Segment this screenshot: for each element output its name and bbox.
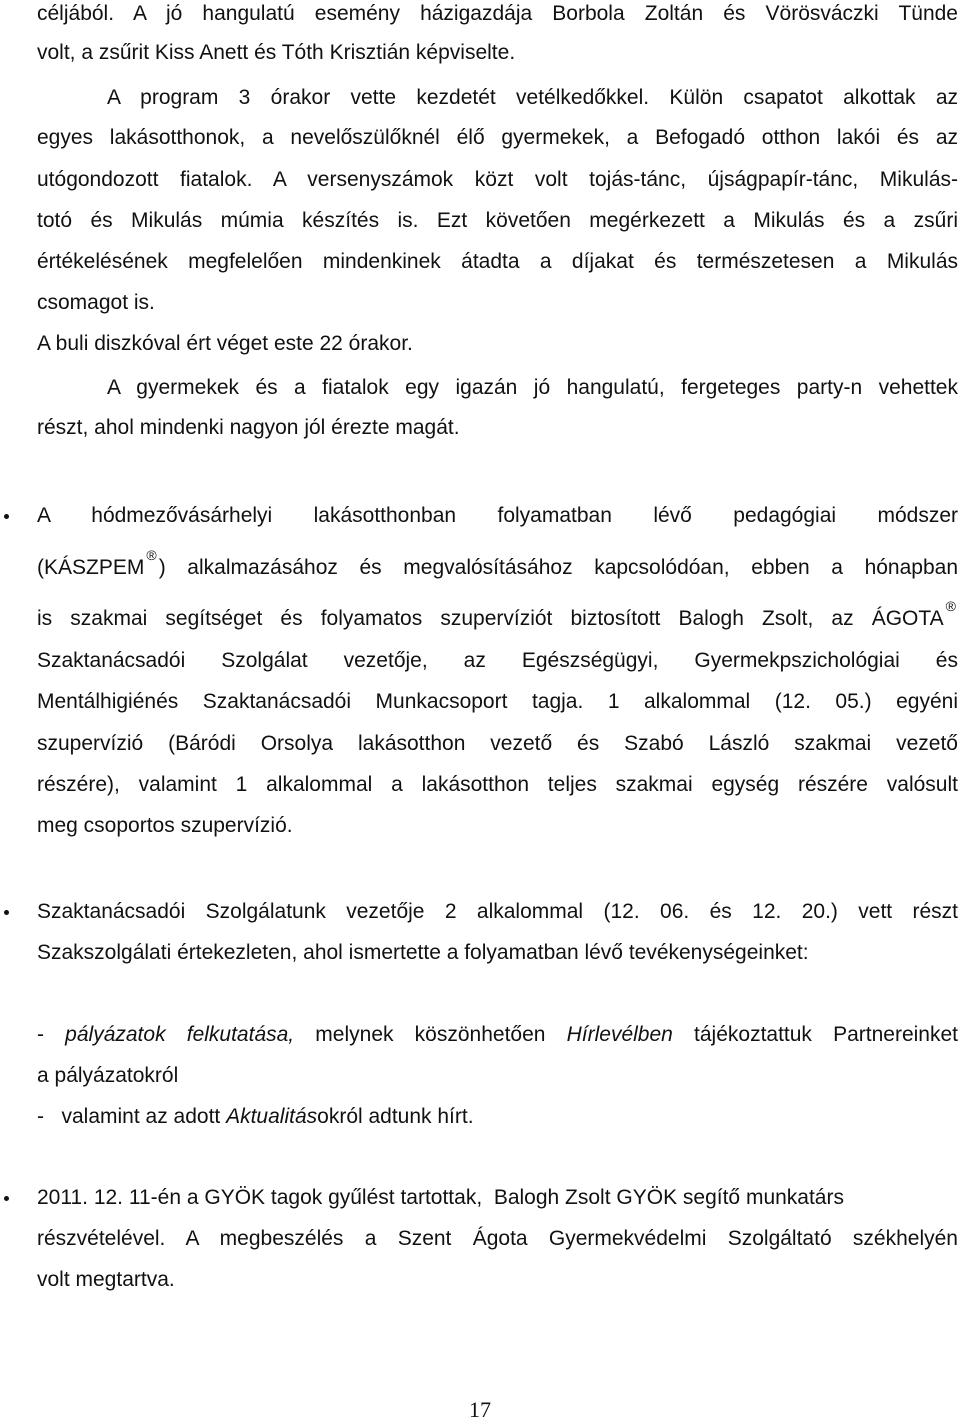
kaszpem-text: (KÁSZPEM — [37, 556, 145, 579]
emphasis-text: Aktualitás — [226, 1105, 318, 1128]
bullet-text: ) alkalmazásához és megvalósításához kapcsolódóan, ebben a hónapban — [158, 556, 958, 579]
registered-mark: ® — [146, 547, 157, 563]
bullet-line: Szaktanácsadói Szolgálatunk vezetője 2 alkalommal (12. 06. és 12. 20.) vett részt — [37, 900, 958, 923]
bullet-line: volt megtartva. — [37, 1268, 175, 1291]
list-text: - valamint az adott — [37, 1105, 227, 1128]
bullet-line: A hódmezővásárhelyi lakásotthonban folyamatban lévő pedagógiai módszer — [37, 504, 958, 527]
bullet-line: szupervízió (Báródi Orsolya lakásotthon vezető és Szabó László szakmai vezető — [37, 732, 958, 755]
bullet-line: részvételével. A megbeszélés a Szent Ágota Gyermekvédelmi Szolgáltató székhelyén — [37, 1227, 958, 1250]
emphasis-text: pályázatok felkutatása, — [65, 1023, 295, 1046]
list-item-line: a pályázatokról — [37, 1064, 179, 1087]
bullet-line — [37, 547, 958, 582]
bullet-point — [4, 514, 9, 519]
paragraph-line: értékelésének megfelelően mindenkinek átadta a díjakat és természetesen a Mikulás — [37, 250, 958, 273]
page-number: 17 — [469, 1397, 491, 1422]
paragraph-line: utógondozott fiatalok. A versenyszámok közt volt tojás-tánc, újságpapír-tánc, Mikulás- — [37, 168, 958, 191]
paragraph-line: A program 3 órakor vette kezdetét vetélkedőkkel. Külön csapatot alkottak az — [107, 86, 958, 109]
paragraph-line: csomagot is. — [37, 291, 155, 314]
bullet-line: Mentálhigiénés Szaktanácsadói Munkacsoport tagja. 1 alkalommal (12. 05.) egyéni — [37, 690, 958, 713]
bullet-line: Szakszolgálati értekezleten, ahol ismertette a folyamatban lévő tevékenységeinket: — [37, 941, 809, 964]
bullet-point — [4, 910, 9, 915]
paragraph-line: egyes lakásotthonok, a nevelőszülőknél élő gyermekek, a Befogadó otthon lakói és az — [37, 126, 958, 149]
bullet-line: 2011. 12. 11-én a GYÖK tagok gyűlést tartottak, Balogh Zsolt GYÖK segítő munkatárs — [37, 1186, 844, 1209]
bullet-line: Szaktanácsadói Szolgálat vezetője, az Egészségügyi, Gyermekpszichológiai és — [37, 649, 958, 672]
list-text: okról adtunk hírt. — [317, 1105, 474, 1128]
dash: - — [37, 1023, 66, 1046]
bullet-point — [4, 1196, 9, 1201]
paragraph-line: volt, a zsűrit Kiss Anett és Tóth Krisztián képviselte. — [37, 41, 516, 64]
list-text: melynek köszönhetően — [294, 1023, 567, 1046]
list-text: tájékoztattuk Partnereinket — [672, 1023, 959, 1046]
bullet-line: részére), valamint 1 alkalommal a lakásotthon teljes szakmai egység részére valósult — [37, 773, 958, 796]
paragraph-line: céljából. A jó hangulatú esemény házigazdája Borbola Zoltán és Vörösváczki Tünde — [37, 2, 958, 25]
bullet-text: is szakmai segítséget és folyamatos szupervíziót biztosított Balogh Zsolt, az ÁGOTA — [37, 607, 944, 630]
paragraph-line: A gyermekek és a fiatalok egy igazán jó hangulatú, fergeteges party-n vehettek — [107, 376, 958, 399]
paragraph-line: részt, ahol mindenki nagyon jól érezte magát. — [37, 416, 460, 439]
registered-mark: ® — [945, 598, 956, 614]
emphasis-text: Hírlevélben — [566, 1023, 673, 1046]
list-item — [37, 1104, 958, 1130]
bullet-line — [37, 598, 958, 633]
list-item — [37, 1022, 958, 1048]
paragraph-line: totó és Mikulás múmia készítés is. Ezt követően megérkezett a Mikulás és a zsűri — [37, 209, 958, 232]
bullet-line: meg csoportos szupervízió. — [37, 814, 293, 837]
paragraph-line: A buli diszkóval ért véget este 22 órakor. — [37, 332, 413, 355]
